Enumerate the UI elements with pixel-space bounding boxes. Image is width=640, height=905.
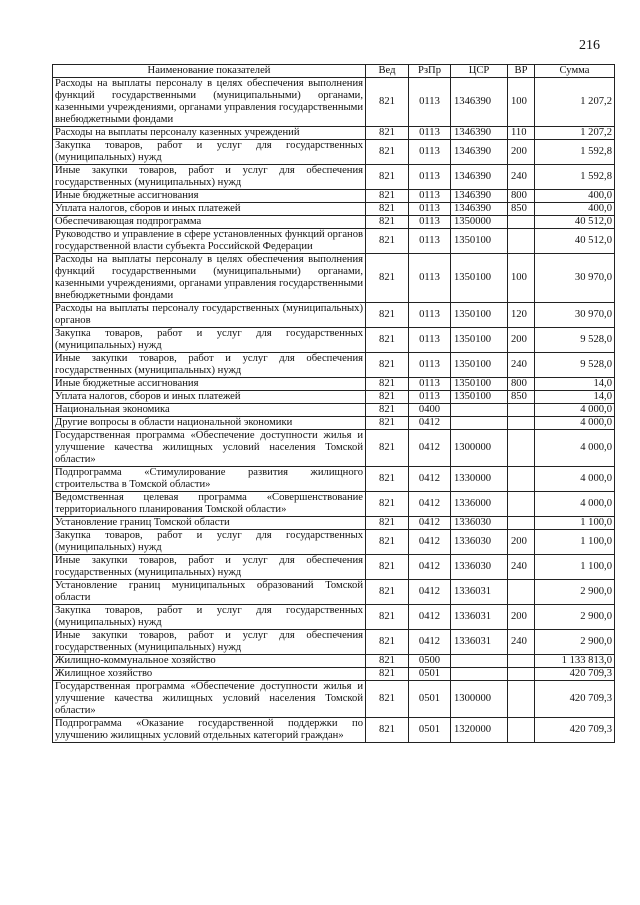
- row-name-cell: Жилищно-коммунальное хозяйство: [53, 655, 366, 668]
- row-rzpr-cell: 0113: [409, 165, 451, 190]
- row-vr-cell: 200: [508, 140, 535, 165]
- row-csr-cell: 1300000: [451, 430, 508, 467]
- row-rzpr-cell: 0412: [409, 555, 451, 580]
- table-row: [53, 681, 615, 718]
- row-vr-cell: 100: [508, 78, 535, 127]
- row-name-cell: Расходы на выплаты персоналу в целях обеспечения выполнения функций государственными (муниципальными) органами, казенными учреждениями, органами управления государственными внебюджетными фондами: [53, 254, 366, 303]
- row-vr-cell: 850: [508, 391, 535, 404]
- table-row: [53, 303, 615, 328]
- row-ved-cell: 821: [366, 467, 409, 492]
- row-name-cell: Иные закупки товаров, работ и услуг для обеспечения государственных (муниципальных) нужд: [53, 165, 366, 190]
- row-csr-cell: [451, 668, 508, 681]
- row-name-cell: Закупка товаров, работ и услуг для государственных (муниципальных) нужд: [53, 530, 366, 555]
- row-ved-cell: 821: [366, 655, 409, 668]
- row-ved-cell: 821: [366, 165, 409, 190]
- row-vr-cell: [508, 655, 535, 668]
- table-row: [53, 203, 615, 216]
- row-sum-cell: 4 000,0: [535, 417, 615, 430]
- row-sum-cell: 420 709,3: [535, 718, 615, 743]
- table-row: [53, 467, 615, 492]
- table-row: [53, 78, 615, 127]
- row-sum-cell: 9 528,0: [535, 353, 615, 378]
- row-vr-cell: 240: [508, 165, 535, 190]
- row-rzpr-cell: 0113: [409, 140, 451, 165]
- row-rzpr-cell: 0412: [409, 430, 451, 467]
- row-ved-cell: 821: [366, 681, 409, 718]
- row-name-cell: Расходы на выплаты персоналу казенных учреждений: [53, 127, 366, 140]
- row-name-cell: Иные закупки товаров, работ и услуг для обеспечения государственных (муниципальных) нужд: [53, 353, 366, 378]
- row-vr-cell: 800: [508, 190, 535, 203]
- col-header-rzpr: РзПр: [409, 65, 451, 78]
- row-name-cell: Руководство и управление в сфере установленных функций органов государственной власти субъекта Российской Федерации: [53, 229, 366, 254]
- row-rzpr-cell: 0412: [409, 417, 451, 430]
- row-vr-cell: [508, 517, 535, 530]
- row-csr-cell: 1320000: [451, 718, 508, 743]
- row-vr-cell: [508, 216, 535, 229]
- row-csr-cell: 1336031: [451, 605, 508, 630]
- row-vr-cell: [508, 404, 535, 417]
- row-rzpr-cell: 0113: [409, 127, 451, 140]
- row-ved-cell: 821: [366, 605, 409, 630]
- page-number: 216: [579, 38, 600, 53]
- row-rzpr-cell: 0412: [409, 517, 451, 530]
- row-name-cell: Установление границ муниципальных образований Томской области: [53, 580, 366, 605]
- row-vr-cell: [508, 580, 535, 605]
- row-ved-cell: 821: [366, 404, 409, 417]
- table-row: [53, 140, 615, 165]
- row-vr-cell: [508, 718, 535, 743]
- row-vr-cell: [508, 229, 535, 254]
- row-name-cell: Национальная экономика: [53, 404, 366, 417]
- row-rzpr-cell: 0113: [409, 190, 451, 203]
- row-csr-cell: 1350100: [451, 229, 508, 254]
- row-name-cell: Уплата налогов, сборов и иных платежей: [53, 203, 366, 216]
- row-ved-cell: 821: [366, 668, 409, 681]
- row-name-cell: Подпрограмма «Стимулирование развития жилищного строительства в Томской области»: [53, 467, 366, 492]
- row-rzpr-cell: 0113: [409, 328, 451, 353]
- table-row: [53, 655, 615, 668]
- row-sum-cell: 420 709,3: [535, 668, 615, 681]
- row-csr-cell: 1330000: [451, 467, 508, 492]
- table-row: [53, 517, 615, 530]
- row-rzpr-cell: 0500: [409, 655, 451, 668]
- table-row: [53, 417, 615, 430]
- row-vr-cell: 120: [508, 303, 535, 328]
- row-rzpr-cell: 0412: [409, 630, 451, 655]
- row-vr-cell: 200: [508, 605, 535, 630]
- row-vr-cell: [508, 417, 535, 430]
- col-header-vr: ВР: [508, 65, 535, 78]
- row-csr-cell: [451, 417, 508, 430]
- row-csr-cell: 1346390: [451, 78, 508, 127]
- row-rzpr-cell: 0113: [409, 203, 451, 216]
- row-sum-cell: 1 592,8: [535, 165, 615, 190]
- row-sum-cell: 40 512,0: [535, 229, 615, 254]
- row-csr-cell: [451, 655, 508, 668]
- row-sum-cell: 14,0: [535, 378, 615, 391]
- row-csr-cell: 1350000: [451, 216, 508, 229]
- row-rzpr-cell: 0412: [409, 580, 451, 605]
- col-header-ved: Вед: [366, 65, 409, 78]
- row-rzpr-cell: 0113: [409, 353, 451, 378]
- row-sum-cell: 4 000,0: [535, 404, 615, 417]
- table-row: [53, 190, 615, 203]
- row-csr-cell: 1336031: [451, 580, 508, 605]
- row-rzpr-cell: 0400: [409, 404, 451, 417]
- row-rzpr-cell: 0113: [409, 216, 451, 229]
- col-header-csr: ЦСР: [451, 65, 508, 78]
- table-row: [53, 555, 615, 580]
- row-rzpr-cell: 0412: [409, 467, 451, 492]
- row-name-cell: Закупка товаров, работ и услуг для государственных (муниципальных) нужд: [53, 140, 366, 165]
- table-row: [53, 378, 615, 391]
- row-csr-cell: 1350100: [451, 303, 508, 328]
- row-name-cell: Ведомственная целевая программа «Совершенствование территориального планирования Томской области»: [53, 492, 366, 517]
- row-rzpr-cell: 0412: [409, 530, 451, 555]
- row-sum-cell: 9 528,0: [535, 328, 615, 353]
- row-rzpr-cell: 0113: [409, 254, 451, 303]
- row-vr-cell: 110: [508, 127, 535, 140]
- row-csr-cell: 1300000: [451, 681, 508, 718]
- row-ved-cell: 821: [366, 492, 409, 517]
- row-vr-cell: [508, 430, 535, 467]
- table-row: [53, 216, 615, 229]
- row-csr-cell: 1336030: [451, 555, 508, 580]
- row-csr-cell: [451, 404, 508, 417]
- row-csr-cell: 1350100: [451, 391, 508, 404]
- table-row: [53, 229, 615, 254]
- row-rzpr-cell: 0501: [409, 681, 451, 718]
- row-sum-cell: 420 709,3: [535, 681, 615, 718]
- table-row: [53, 492, 615, 517]
- row-ved-cell: 821: [366, 216, 409, 229]
- row-vr-cell: 200: [508, 530, 535, 555]
- table-row: [53, 668, 615, 681]
- row-vr-cell: 200: [508, 328, 535, 353]
- row-name-cell: Обеспечивающая подпрограмма: [53, 216, 366, 229]
- row-sum-cell: 30 970,0: [535, 254, 615, 303]
- row-rzpr-cell: 0113: [409, 78, 451, 127]
- row-name-cell: Иные бюджетные ассигнования: [53, 378, 366, 391]
- row-name-cell: Государственная программа «Обеспечение доступности жилья и улучшение качества жилищных условий населения Томской области»: [53, 681, 366, 718]
- row-ved-cell: 821: [366, 303, 409, 328]
- row-sum-cell: 14,0: [535, 391, 615, 404]
- row-csr-cell: 1336030: [451, 530, 508, 555]
- row-name-cell: Расходы на выплаты персоналу государственных (муниципальных) органов: [53, 303, 366, 328]
- row-sum-cell: 40 512,0: [535, 216, 615, 229]
- row-name-cell: Закупка товаров, работ и услуг для государственных (муниципальных) нужд: [53, 605, 366, 630]
- row-ved-cell: 821: [366, 78, 409, 127]
- table-row: [53, 127, 615, 140]
- row-sum-cell: 30 970,0: [535, 303, 615, 328]
- row-csr-cell: 1336030: [451, 517, 508, 530]
- row-csr-cell: 1346390: [451, 165, 508, 190]
- row-sum-cell: 1 207,2: [535, 127, 615, 140]
- table-row: [53, 605, 615, 630]
- row-vr-cell: 800: [508, 378, 535, 391]
- row-ved-cell: 821: [366, 353, 409, 378]
- row-ved-cell: 821: [366, 203, 409, 216]
- table-row: [53, 391, 615, 404]
- row-name-cell: Другие вопросы в области национальной экономики: [53, 417, 366, 430]
- budget-table: [52, 64, 615, 743]
- row-name-cell: Расходы на выплаты персоналу в целях обеспечения выполнения функций государственными (муниципальными) органами, казенными учреждениями, органами управления государственными внебюджетными фондами: [53, 78, 366, 127]
- table-row: [53, 580, 615, 605]
- row-ved-cell: 821: [366, 391, 409, 404]
- table-row: [53, 430, 615, 467]
- row-ved-cell: 821: [366, 718, 409, 743]
- row-ved-cell: 821: [366, 254, 409, 303]
- row-csr-cell: 1336000: [451, 492, 508, 517]
- row-name-cell: Закупка товаров, работ и услуг для государственных (муниципальных) нужд: [53, 328, 366, 353]
- row-sum-cell: 4 000,0: [535, 430, 615, 467]
- row-ved-cell: 821: [366, 580, 409, 605]
- row-ved-cell: 821: [366, 417, 409, 430]
- row-name-cell: Иные бюджетные ассигнования: [53, 190, 366, 203]
- row-vr-cell: 240: [508, 353, 535, 378]
- row-sum-cell: 400,0: [535, 203, 615, 216]
- row-ved-cell: 821: [366, 530, 409, 555]
- row-rzpr-cell: 0412: [409, 492, 451, 517]
- row-name-cell: Государственная программа «Обеспечение доступности жилья и улучшение качества жилищных условий населения Томской области»: [53, 430, 366, 467]
- row-sum-cell: 2 900,0: [535, 605, 615, 630]
- table-row: [53, 630, 615, 655]
- row-rzpr-cell: 0113: [409, 303, 451, 328]
- row-ved-cell: 821: [366, 229, 409, 254]
- row-sum-cell: 2 900,0: [535, 630, 615, 655]
- table-row: [53, 718, 615, 743]
- row-ved-cell: 821: [366, 517, 409, 530]
- row-ved-cell: 821: [366, 328, 409, 353]
- row-name-cell: Иные закупки товаров, работ и услуг для обеспечения государственных (муниципальных) нужд: [53, 555, 366, 580]
- row-csr-cell: 1346390: [451, 127, 508, 140]
- row-name-cell: Иные закупки товаров, работ и услуг для обеспечения государственных (муниципальных) нужд: [53, 630, 366, 655]
- row-csr-cell: 1346390: [451, 140, 508, 165]
- row-vr-cell: 100: [508, 254, 535, 303]
- row-rzpr-cell: 0113: [409, 378, 451, 391]
- table-row: [53, 165, 615, 190]
- row-csr-cell: 1350100: [451, 254, 508, 303]
- row-ved-cell: 821: [366, 555, 409, 580]
- row-sum-cell: 1 100,0: [535, 555, 615, 580]
- row-vr-cell: 240: [508, 630, 535, 655]
- row-csr-cell: 1350100: [451, 378, 508, 391]
- row-vr-cell: 850: [508, 203, 535, 216]
- row-ved-cell: 821: [366, 630, 409, 655]
- row-name-cell: Жилищное хозяйство: [53, 668, 366, 681]
- row-sum-cell: 1 100,0: [535, 530, 615, 555]
- row-ved-cell: 821: [366, 127, 409, 140]
- row-ved-cell: 821: [366, 190, 409, 203]
- row-vr-cell: [508, 492, 535, 517]
- row-rzpr-cell: 0412: [409, 605, 451, 630]
- row-rzpr-cell: 0501: [409, 718, 451, 743]
- row-sum-cell: 1 592,8: [535, 140, 615, 165]
- row-sum-cell: 2 900,0: [535, 580, 615, 605]
- row-vr-cell: 240: [508, 555, 535, 580]
- row-rzpr-cell: 0501: [409, 668, 451, 681]
- row-csr-cell: 1346390: [451, 203, 508, 216]
- row-csr-cell: 1350100: [451, 353, 508, 378]
- row-csr-cell: 1336031: [451, 630, 508, 655]
- row-sum-cell: 1 133 813,0: [535, 655, 615, 668]
- row-vr-cell: [508, 668, 535, 681]
- table-row: [53, 404, 615, 417]
- row-ved-cell: 821: [366, 140, 409, 165]
- row-sum-cell: 1 207,2: [535, 78, 615, 127]
- table-row: [53, 353, 615, 378]
- row-name-cell: Подпрограмма «Оказание государственной поддержки по улучшению жилищных условий отдельных категорий граждан»: [53, 718, 366, 743]
- row-csr-cell: 1346390: [451, 190, 508, 203]
- row-sum-cell: 400,0: [535, 190, 615, 203]
- row-sum-cell: 4 000,0: [535, 492, 615, 517]
- row-ved-cell: 821: [366, 430, 409, 467]
- row-sum-cell: 4 000,0: [535, 467, 615, 492]
- table-row: [53, 328, 615, 353]
- row-name-cell: Уплата налогов, сборов и иных платежей: [53, 391, 366, 404]
- row-vr-cell: [508, 467, 535, 492]
- table-row: [53, 530, 615, 555]
- row-sum-cell: 1 100,0: [535, 517, 615, 530]
- row-csr-cell: 1350100: [451, 328, 508, 353]
- col-header-name: Наименование показателей: [53, 65, 366, 78]
- table-row: [53, 254, 615, 303]
- row-rzpr-cell: 0113: [409, 391, 451, 404]
- row-name-cell: Установление границ Томской области: [53, 517, 366, 530]
- row-vr-cell: [508, 681, 535, 718]
- row-ved-cell: 821: [366, 378, 409, 391]
- col-header-sum: Сумма: [535, 65, 615, 78]
- header-row: [53, 65, 615, 78]
- row-rzpr-cell: 0113: [409, 229, 451, 254]
